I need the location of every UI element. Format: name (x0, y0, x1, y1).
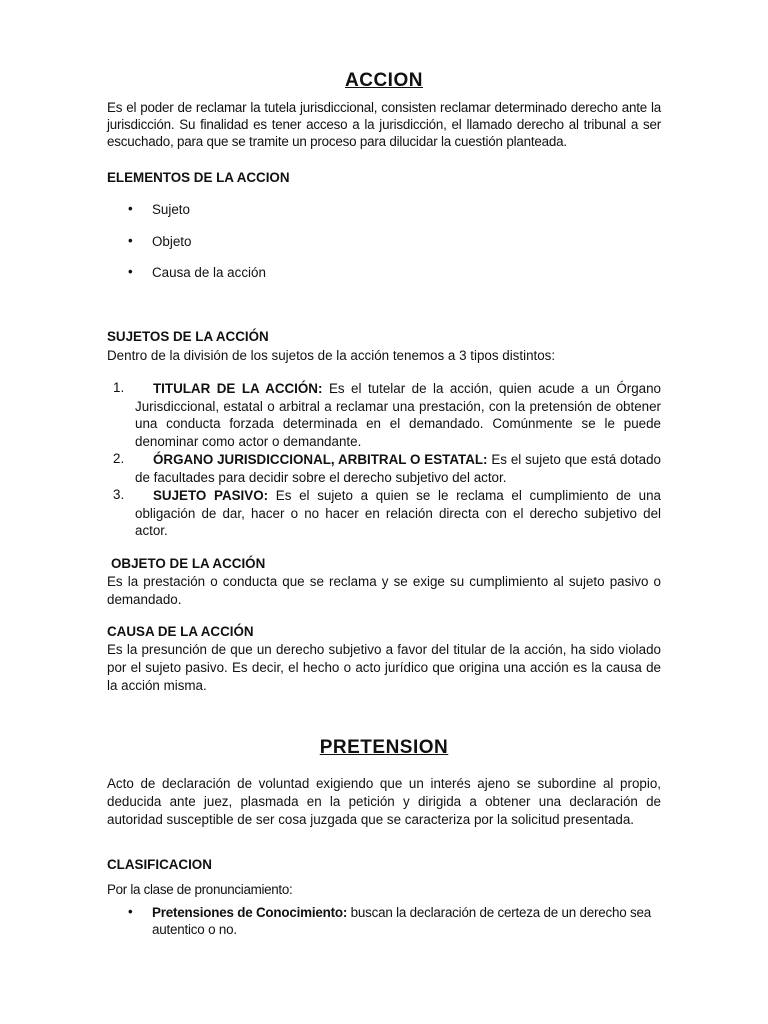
pretension-intro: Acto de declaración de voluntad exigiendo que un interés ajeno se subordine al propio, deducida ante juez, plasmada en la petición y dirigida a obtener una declaración de autoridad susceptible de ser cosa juzgada que se caracteriza por la solicitud presentada. (107, 776, 661, 827)
objeto-text: Es la prestación o conducta que se reclama y se exige su cumplimiento al sujeto pasivo o demandado. (107, 574, 661, 607)
sujetos-heading: SUJETOS DE LA ACCIÓN (107, 329, 269, 344)
list-item (135, 487, 661, 540)
elemento-sujeto: Sujeto (152, 202, 190, 217)
sujeto-text: Es el sujeto a quien se le reclama el cumplimiento de una obligación de dar, hacer o no hacer en relación directa con el derecho subjetivo del actor. (135, 488, 661, 539)
sujetos-intro: Dentro de la división de los sujetos de la acción tenemos a 3 tipos distintos: (107, 348, 556, 363)
pretension-title: PRETENSION (319, 737, 449, 758)
clasificacion-heading: CLASIFICACION (107, 857, 212, 872)
pretension-term: Pretensiones de Conocimiento: (152, 905, 348, 920)
accion-intro: Es el poder de reclamar la tutela jurisdiccional, consisten reclamar determinado derecho ante la jurisdicción. Su finalidad es tener acceso a la jurisdicción, el llamado derecho al tribunal a ser escuchado, para que se tramite un proceso para dilucidar la cuestión planteada. (107, 100, 661, 150)
por-clase-text: Por la clase de pronunciamiento: (107, 882, 293, 897)
elemento-causa: Causa de la acción (152, 265, 266, 280)
causa-text: Es la presunción de que un derecho subjetivo a favor del titular de la acción, ha sido violado por el sujeto pasivo. Es decir, el hecho o acto jurídico que origina una acción es la causa de la acción misma. (107, 642, 661, 693)
list-item (135, 451, 661, 486)
objeto-heading: OBJETO DE LA ACCIÓN (111, 556, 266, 571)
elemento-objeto: Objeto (152, 234, 192, 249)
sujeto-term: ÓRGANO JURISDICCIONAL, ARBITRAL O ESTATAL: (153, 452, 488, 467)
bullet-icon: • (128, 264, 133, 279)
bullet-icon: • (128, 201, 133, 216)
bullet-icon: • (128, 904, 133, 919)
pretension-text: buscan la declaración de certeza de un derecho sea autentico o no. (152, 905, 652, 937)
list-number: 1. (113, 380, 125, 395)
sujeto-term: SUJETO PASIVO: (153, 488, 269, 503)
sujeto-text: Es el tutelar de la acción, quien acude a un Órgano Jurisdiccional, estatal o arbitral a reclamar una prestación, con la pretensión de obtener una conducta forzada determinada en el demandado. Comúnmente se le puede denominar como actor o demandante. (135, 381, 661, 450)
list-number: 2. (113, 451, 125, 466)
elementos-heading: ELEMENTOS DE LA ACCION (107, 170, 290, 185)
sujeto-text: Es el sujeto que está dotado de facultades para decidir sobre el derecho subjetivo del actor. (135, 452, 661, 485)
list-number: 3. (113, 487, 125, 502)
causa-heading: CAUSA DE LA ACCIÓN (107, 624, 254, 639)
bullet-icon: • (128, 233, 133, 248)
accion-title: ACCION (345, 70, 423, 91)
sujeto-term: TITULAR DE LA ACCIÓN: (153, 381, 323, 396)
list-item (135, 380, 661, 451)
